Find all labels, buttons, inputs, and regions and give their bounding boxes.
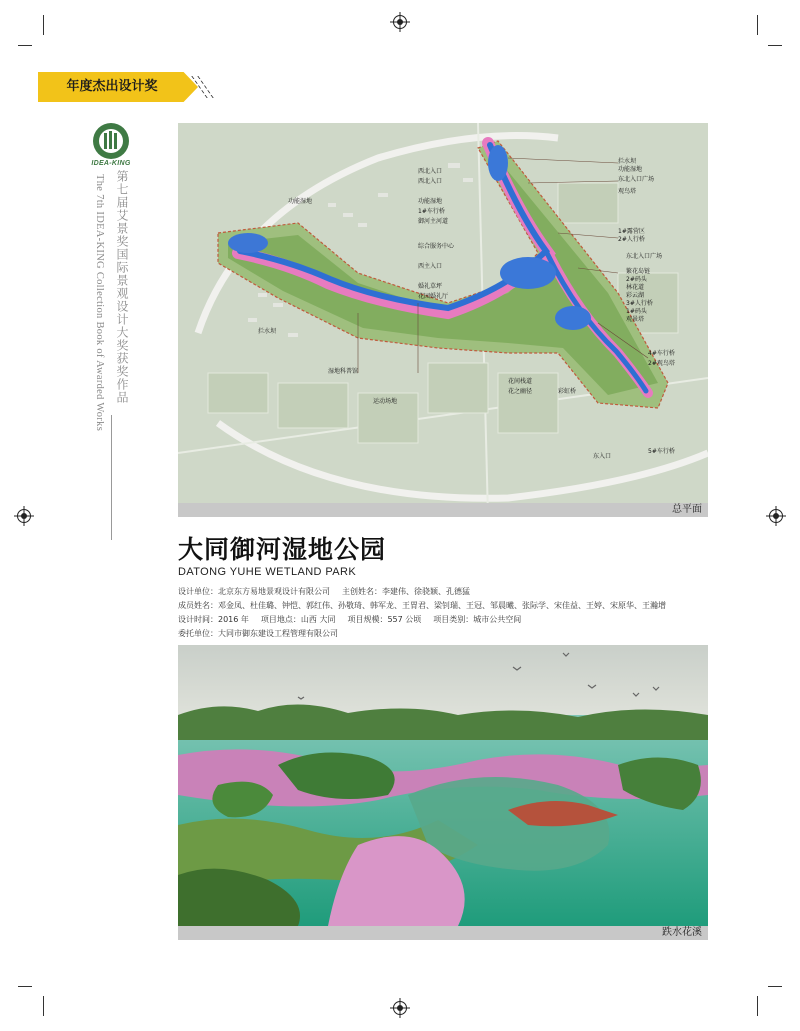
crop-mark: [18, 45, 32, 46]
plan-label: 花之幽径: [508, 388, 533, 395]
plan-label: 3#人行桥: [626, 300, 653, 307]
plan-label: 湿地科普馆: [328, 368, 359, 375]
plan-label: 5#车行桥: [648, 448, 675, 455]
plan-label: 繁花岛链: [626, 268, 651, 275]
plan-label: 东北入口广场: [626, 253, 663, 260]
registration-mark-icon: [17, 509, 31, 523]
plan-label: 御河主河道: [418, 218, 449, 225]
project-scale: 557 公顷: [387, 615, 422, 624]
client-name: 大同市御东建设工程管理有限公司: [218, 629, 338, 638]
crop-mark: [757, 15, 758, 35]
logo-figure: [104, 133, 107, 149]
logo-text: IDEA-KING: [91, 160, 131, 167]
crop-mark: [43, 15, 44, 35]
project-title-en: DATONG YUHE WETLAND PARK: [178, 566, 357, 578]
registration-mark-icon: [769, 509, 783, 523]
plan-label: 花间栈道: [508, 378, 533, 385]
crop-mark: [18, 986, 32, 987]
plan-label: 2#人行桥: [618, 236, 645, 243]
crop-mark: [768, 45, 782, 46]
render-caption-bar: [178, 926, 708, 940]
crop-mark: [757, 996, 758, 1016]
chief-label: 主创姓名：: [342, 587, 382, 596]
plan-label: 婚礼草坪: [418, 283, 443, 290]
side-divider: [111, 415, 112, 540]
plan-label: 东北入口广场: [618, 176, 655, 183]
project-credits: [178, 585, 666, 641]
plan-label: 彩云湖: [626, 292, 645, 299]
award-label: 年度杰出设计奖: [66, 79, 158, 94]
collection-title-cn: 第七届艾景奖国际景观设计大奖获奖作品: [115, 170, 129, 404]
project-title-cn: 大同御河湿地公园: [178, 535, 387, 564]
plan-label: 林花道: [626, 284, 645, 291]
plan-label: 综合服务中心: [418, 243, 455, 250]
master-plan-image: [178, 123, 708, 517]
design-unit-label: 设计单位：: [178, 587, 218, 596]
credits-row-client: [178, 627, 666, 641]
client-label: 委托单位：: [178, 629, 218, 638]
credits-row-unit: [178, 585, 666, 599]
plan-label: 彩虹桥: [558, 388, 577, 395]
plan-caption-bar: [178, 503, 708, 517]
plan-label: 1#露营区: [618, 228, 645, 235]
plan-label: 拦水坝: [258, 328, 277, 335]
plan-label: 东入口: [593, 453, 612, 460]
credits-row-meta: [178, 613, 666, 627]
members-names: 邓金凤、杜佳璐、钟恺、郭红伟、孙敬琦、韩军龙、王胃君、梁钊瑞、王冠、邹晨曦、张际学、宋佳益、王婷、宋原华、王瀚增: [218, 601, 666, 610]
plan-label: 1#车行桥: [418, 208, 445, 215]
plan-label: 拦水坝: [618, 158, 637, 165]
time-label: 设计时间：: [178, 615, 218, 624]
design-unit: 北京东方易地景观设计有限公司: [218, 587, 330, 596]
plan-label: 西北入口: [418, 178, 443, 185]
registration-mark-icon: [393, 15, 407, 29]
members-label: 成员姓名：: [178, 601, 218, 610]
plan-label: 2#码头: [626, 276, 647, 283]
location-label: 项目地点：: [260, 615, 301, 624]
credits-row-members: [178, 599, 666, 613]
crop-mark: [768, 986, 782, 987]
render-caption: 跌水花溪: [662, 927, 702, 938]
scale-label: 项目规模：: [347, 615, 388, 624]
plan-label: 花园婚礼厅: [418, 293, 449, 300]
design-time: 2016 年: [218, 615, 249, 624]
category-label: 项目类别：: [433, 615, 474, 624]
crop-mark: [43, 996, 44, 1016]
plan-label: 功能湿地: [418, 198, 443, 205]
plan-label: 观鸟塔: [618, 188, 637, 195]
plan-label: 西主入口: [418, 263, 443, 270]
plan-label: 功能湿地: [288, 198, 313, 205]
plan-label: 功能湿地: [618, 166, 643, 173]
plan-caption: 总平面: [672, 504, 702, 515]
plan-label: 2#观鸟塔: [648, 360, 675, 367]
project-category: 城市公共空间: [473, 615, 522, 624]
plan-label: 西北入口: [418, 168, 443, 175]
registration-mark-icon: [393, 1001, 407, 1015]
plan-label: 4#车行桥: [648, 350, 675, 357]
plan-label: 观景塔: [626, 316, 645, 323]
plan-label: 1#码头: [626, 308, 647, 315]
project-location: 山西 大同: [300, 615, 336, 624]
logo-figure: [114, 133, 117, 149]
rendering-image: [178, 645, 708, 926]
chief-names: 李建伟、徐骁颖、孔德猛: [382, 587, 470, 596]
logo-figure: [109, 131, 112, 149]
plan-label: 运动场地: [373, 398, 398, 405]
collection-title-en: The 7th IDEA-KING Collection Book of Awarded Works: [94, 174, 105, 432]
